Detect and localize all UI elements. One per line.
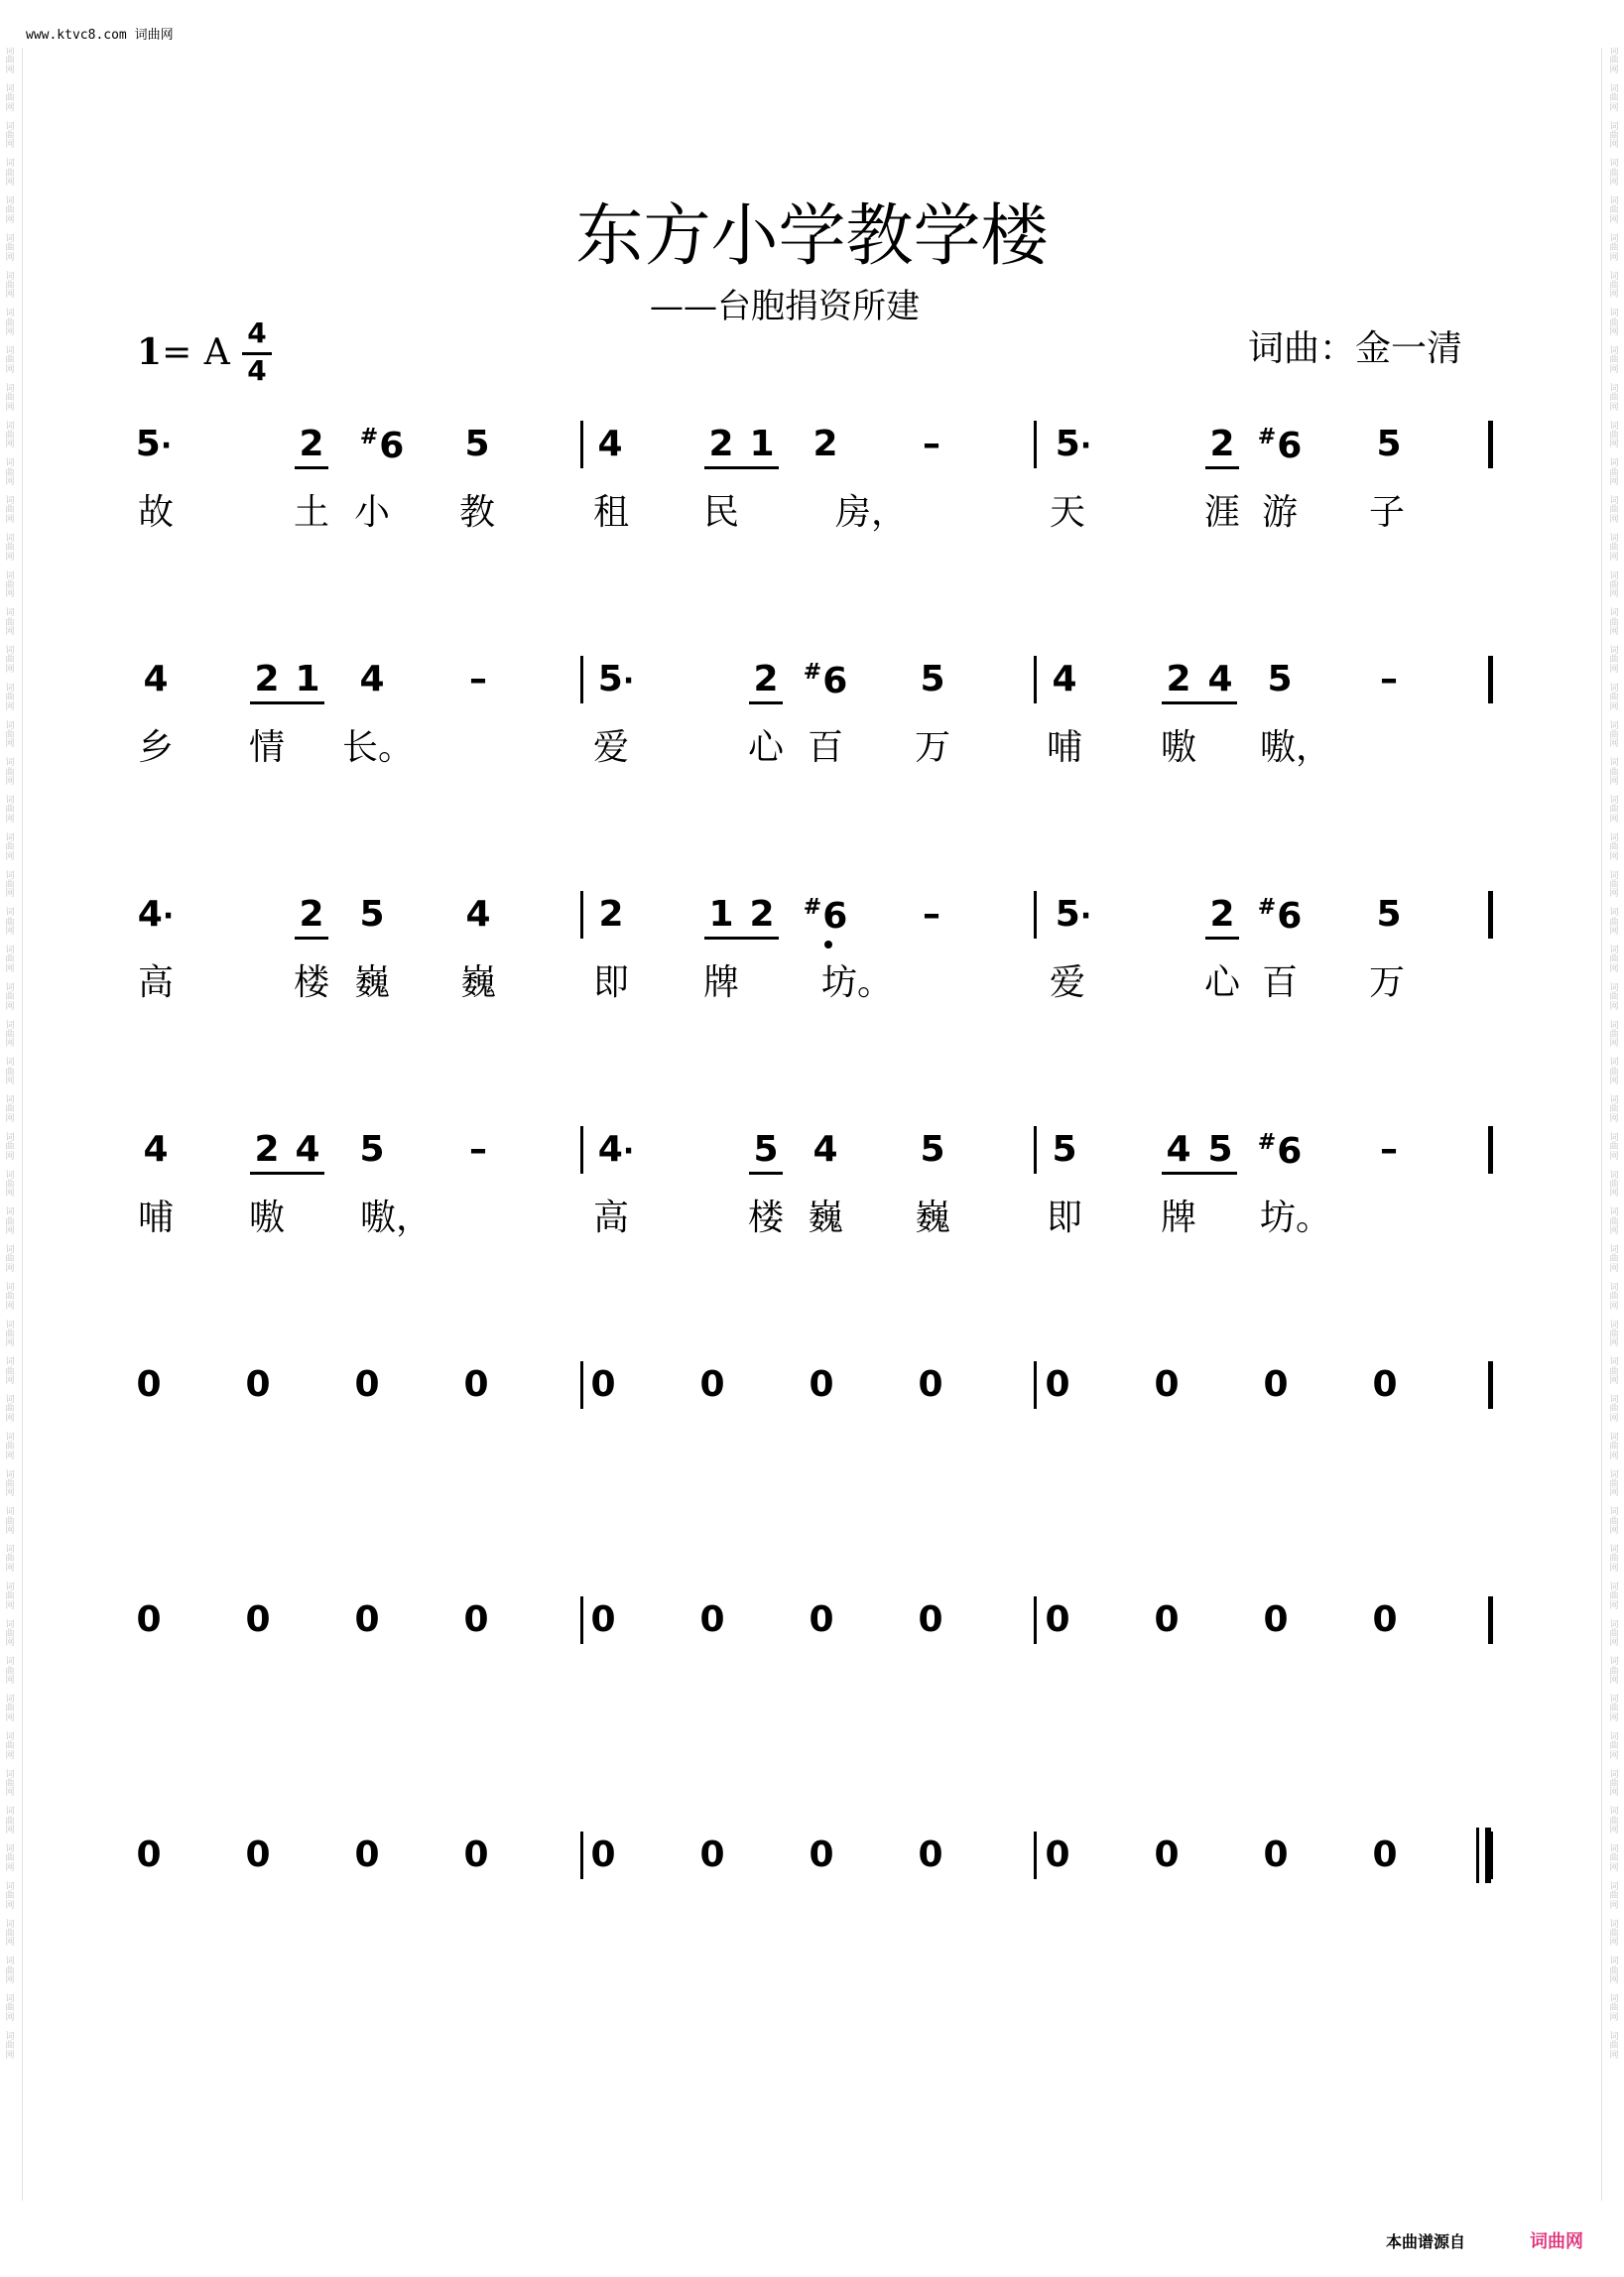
note-digit: 4 bbox=[597, 424, 623, 464]
side-watermark-right: 词 曲 网 词 曲 网 词 曲 网 词 曲 网 词 曲 网 词 曲 网 词 曲 网 词 曲 网 词 曲 网 词 曲 网 词 曲 网 词 曲 网 词 曲 网 词 曲 网 词 曲 网 词 曲 网 词 曲 网 词 曲 网 词 曲 网 词 曲 网 词 曲 网 词 曲 网 词 曲 网 词 曲 网 词 曲 网 词 曲 网 词 曲 网 词 曲 网 词 曲 网 词 曲 网 词 曲 网 词 曲 网 词 曲 网 词 曲 网 词 曲 网 词 曲 网 词 曲 网 词 曲 网 词 曲 网 词 曲 网 词 曲 网 词 曲 网 词 曲 网 词 曲 网 词 曲 网 词 曲 网 词 曲 网 词 曲 网 词 曲 网 词 曲 网 词 曲 网 词 曲 网 词 曲 网 词 曲 网 bbox=[1609, 48, 1619, 2061]
note-digit: 1 bbox=[295, 659, 320, 699]
note bbox=[796, 424, 855, 464]
footer-source-label: 本曲谱源自 bbox=[1386, 2232, 1466, 2251]
lyric-char: 涯 bbox=[1203, 492, 1240, 533]
note bbox=[1190, 1129, 1250, 1170]
note-digit: 1 bbox=[708, 894, 734, 935]
lyric-char: 百 bbox=[807, 727, 843, 768]
barline bbox=[580, 421, 583, 468]
note bbox=[446, 1599, 506, 1640]
sustain-dash bbox=[1359, 1129, 1419, 1170]
note-digit: 6 bbox=[822, 896, 848, 937]
time-signature-numerator: 4 bbox=[242, 319, 272, 355]
underline-beam bbox=[250, 701, 324, 704]
note bbox=[446, 1364, 506, 1405]
note-digit: 4 bbox=[359, 659, 385, 699]
sustain-dash bbox=[902, 894, 961, 935]
note-digit: 2 bbox=[749, 894, 775, 935]
note-digit: 0 bbox=[918, 1364, 943, 1405]
underline-beam bbox=[295, 937, 328, 940]
note-digit: 6 bbox=[379, 426, 405, 466]
sharp-accidental: # bbox=[1257, 1130, 1277, 1155]
barline bbox=[580, 1361, 583, 1409]
note bbox=[732, 894, 792, 935]
note-digit: 4 bbox=[465, 894, 491, 935]
note bbox=[586, 659, 646, 699]
note bbox=[119, 1834, 179, 1875]
barline bbox=[580, 1832, 583, 1879]
note bbox=[228, 1599, 288, 1640]
note bbox=[1250, 897, 1310, 935]
note bbox=[736, 1129, 796, 1170]
note bbox=[1192, 424, 1252, 464]
barline bbox=[580, 1596, 583, 1644]
note bbox=[1137, 1834, 1196, 1875]
note bbox=[1355, 1364, 1415, 1405]
note bbox=[1359, 894, 1419, 935]
augmentation-dot: · bbox=[622, 1134, 635, 1169]
note-digit: 5 bbox=[464, 424, 490, 464]
note-digit: 5 bbox=[1052, 1129, 1077, 1170]
note-digit: 5 bbox=[1376, 424, 1402, 464]
note bbox=[119, 1364, 179, 1405]
barline bbox=[1034, 1126, 1037, 1174]
dash-glyph: – bbox=[1380, 659, 1398, 699]
note-digit: 5 bbox=[920, 1129, 945, 1170]
note bbox=[342, 1129, 402, 1170]
note-digit: 4 bbox=[137, 894, 163, 935]
note bbox=[1250, 659, 1310, 699]
underline-beam bbox=[295, 466, 328, 469]
note bbox=[119, 1599, 179, 1640]
note bbox=[342, 894, 402, 935]
side-border-left bbox=[22, 48, 23, 2201]
note-digit: 2 bbox=[812, 424, 838, 464]
time-signature bbox=[242, 316, 272, 387]
note bbox=[1137, 1599, 1196, 1640]
note-digit: 0 bbox=[699, 1364, 725, 1405]
note bbox=[278, 1129, 337, 1170]
dash-glyph: – bbox=[469, 659, 487, 699]
lyric-char: 教 bbox=[458, 492, 495, 533]
sharp-accidental: # bbox=[359, 425, 379, 449]
note-digit: 0 bbox=[809, 1364, 834, 1405]
note bbox=[1044, 894, 1103, 935]
lyric-char: 土 bbox=[293, 492, 329, 533]
note-digit: 2 bbox=[299, 894, 324, 935]
note bbox=[1246, 1599, 1306, 1640]
note bbox=[1246, 1364, 1306, 1405]
note-digit: 5 bbox=[1207, 1129, 1233, 1170]
note-digit: 0 bbox=[809, 1599, 834, 1640]
lyric-char: 楼 bbox=[747, 1198, 784, 1238]
lyric-char: 租 bbox=[592, 492, 629, 533]
lyric-char: 坊。 bbox=[821, 962, 894, 1003]
lyric-char: 即 bbox=[1046, 1198, 1082, 1238]
lyric-char: 高 bbox=[137, 962, 174, 1003]
note-digit: 2 bbox=[1166, 659, 1191, 699]
footer-brand: 词曲网 bbox=[1530, 2231, 1583, 2252]
sustain-dash bbox=[902, 424, 961, 464]
note bbox=[337, 1364, 397, 1405]
note-digit: 0 bbox=[1045, 1599, 1070, 1640]
note bbox=[1355, 1834, 1415, 1875]
barline bbox=[1488, 1596, 1491, 1644]
note bbox=[448, 894, 508, 935]
lyric-char: 游 bbox=[1261, 492, 1298, 533]
note-digit: 0 bbox=[136, 1834, 162, 1875]
lyric-char: 小 bbox=[353, 492, 390, 533]
note-digit: 5 bbox=[1376, 894, 1402, 935]
lyric-char: 巍 bbox=[353, 962, 390, 1003]
underline-beam bbox=[1162, 701, 1237, 704]
note-digit: 4 bbox=[597, 1129, 623, 1170]
note-digit: 5 bbox=[1267, 659, 1293, 699]
lyric-char: 百 bbox=[1261, 962, 1298, 1003]
underline-beam bbox=[749, 701, 783, 704]
barline bbox=[1488, 421, 1491, 468]
note bbox=[126, 894, 186, 935]
note-digit: 0 bbox=[1372, 1599, 1398, 1640]
note-digit: 0 bbox=[354, 1599, 380, 1640]
dash-glyph: – bbox=[923, 424, 940, 464]
sharp-accidental: # bbox=[1257, 425, 1277, 449]
note-digit: 4 bbox=[1166, 1129, 1191, 1170]
note-digit: 2 bbox=[254, 659, 280, 699]
barline bbox=[1034, 656, 1037, 703]
underline-beam bbox=[704, 466, 779, 469]
barline bbox=[1034, 421, 1037, 468]
note-digit: 2 bbox=[708, 424, 734, 464]
note-digit: 0 bbox=[918, 1834, 943, 1875]
dash-glyph: – bbox=[1380, 1129, 1398, 1170]
note-digit: 6 bbox=[1277, 1131, 1303, 1172]
note-digit: 0 bbox=[354, 1834, 380, 1875]
lyric-char: 民 bbox=[702, 492, 739, 533]
note-digit: 5 bbox=[135, 424, 161, 464]
lyric-char: 嗷， bbox=[360, 1198, 433, 1238]
key-equals: = bbox=[162, 332, 192, 373]
note-digit: 0 bbox=[463, 1834, 489, 1875]
note bbox=[796, 662, 855, 699]
note bbox=[124, 424, 184, 464]
note-digit: 5 bbox=[359, 894, 385, 935]
key-letter: A bbox=[203, 332, 230, 373]
note-digit: 0 bbox=[463, 1364, 489, 1405]
note-digit: 0 bbox=[1263, 1364, 1289, 1405]
note bbox=[683, 1599, 742, 1640]
note-digit: 2 bbox=[1209, 424, 1235, 464]
lyric-char: 嗷 bbox=[248, 1198, 285, 1238]
note bbox=[447, 424, 507, 464]
lyric-char: 坊。 bbox=[1260, 1198, 1332, 1238]
barline bbox=[1488, 891, 1491, 939]
barline bbox=[1034, 891, 1037, 939]
note-digit: 0 bbox=[354, 1364, 380, 1405]
note-digit: 0 bbox=[590, 1834, 616, 1875]
note-digit: 0 bbox=[1045, 1364, 1070, 1405]
note-digit: 4 bbox=[143, 659, 169, 699]
lyric-char: 爱 bbox=[592, 727, 629, 768]
note bbox=[736, 659, 796, 699]
underline-beam bbox=[1205, 937, 1239, 940]
note-digit: 0 bbox=[463, 1599, 489, 1640]
lyric-char: 子 bbox=[1368, 492, 1405, 533]
note bbox=[1137, 1364, 1196, 1405]
lyric-char: 牌 bbox=[1160, 1198, 1196, 1238]
note bbox=[1190, 659, 1250, 699]
barline bbox=[1488, 1126, 1491, 1174]
note bbox=[1192, 894, 1252, 935]
lyric-char: 嗷 bbox=[1160, 727, 1196, 768]
note bbox=[586, 1129, 646, 1170]
note bbox=[1355, 1599, 1415, 1640]
note-digit: 4 bbox=[1052, 659, 1077, 699]
lyric-char: 高 bbox=[592, 1198, 629, 1238]
lyric-char: 爱 bbox=[1049, 962, 1085, 1003]
note-digit: 2 bbox=[598, 894, 624, 935]
augmentation-dot: · bbox=[622, 664, 635, 698]
note bbox=[901, 1599, 960, 1640]
note-digit: 5 bbox=[359, 1129, 385, 1170]
barline bbox=[1488, 656, 1491, 703]
note-digit: 5 bbox=[753, 1129, 779, 1170]
note bbox=[1359, 424, 1419, 464]
lyric-char: 巍 bbox=[807, 1198, 843, 1238]
dash-glyph: – bbox=[923, 894, 940, 935]
lyric-char: 万 bbox=[1368, 962, 1405, 1003]
note-digit: 0 bbox=[699, 1834, 725, 1875]
underline-beam bbox=[704, 937, 779, 940]
note-digit: 5 bbox=[1055, 424, 1080, 464]
note bbox=[282, 894, 341, 935]
song-subtitle: ——台胞捐资所建 bbox=[650, 287, 920, 326]
note-digit: 2 bbox=[1209, 894, 1235, 935]
note-digit: 0 bbox=[590, 1364, 616, 1405]
note-digit: 0 bbox=[245, 1364, 271, 1405]
note bbox=[337, 1599, 397, 1640]
lyric-char: 天 bbox=[1049, 492, 1085, 533]
side-watermark-left: 词 曲 网 词 曲 网 词 曲 网 词 曲 网 词 曲 网 词 曲 网 词 曲 网 词 曲 网 词 曲 网 词 曲 网 词 曲 网 词 曲 网 词 曲 网 词 曲 网 词 曲 网 词 曲 网 词 曲 网 词 曲 网 词 曲 网 词 曲 网 词 曲 网 词 曲 网 词 曲 网 词 曲 网 词 曲 网 词 曲 网 词 曲 网 词 曲 网 词 曲 网 词 曲 网 词 曲 网 词 曲 网 词 曲 网 词 曲 网 词 曲 网 词 曲 网 词 曲 网 词 曲 网 词 曲 网 词 曲 网 词 曲 网 词 曲 网 词 曲 网 词 曲 网 词 曲 网 词 曲 网 词 曲 网 词 曲 网 词 曲 网 词 曲 网 词 曲 网 词 曲 网 词 曲 网 词 曲 网 bbox=[5, 48, 15, 2061]
note-digit: 6 bbox=[822, 661, 848, 701]
barline bbox=[580, 1126, 583, 1174]
note-digit: 5 bbox=[920, 659, 945, 699]
note bbox=[580, 424, 640, 464]
dash-glyph: – bbox=[469, 1129, 487, 1170]
note-digit: 4 bbox=[295, 1129, 320, 1170]
key-tonic-number: 1 bbox=[137, 331, 163, 373]
note bbox=[342, 659, 402, 699]
final-barline bbox=[1476, 1828, 1491, 1883]
augmentation-dot: · bbox=[1079, 429, 1092, 463]
note bbox=[228, 1834, 288, 1875]
note bbox=[278, 659, 337, 699]
note-digit: 0 bbox=[1154, 1364, 1180, 1405]
note bbox=[1246, 1834, 1306, 1875]
note bbox=[1250, 427, 1310, 464]
note bbox=[126, 659, 186, 699]
note bbox=[901, 1834, 960, 1875]
barline bbox=[1034, 1361, 1037, 1409]
barline bbox=[580, 891, 583, 939]
note-digit: 0 bbox=[918, 1599, 943, 1640]
low-octave-dot bbox=[824, 941, 832, 949]
note-digit: 0 bbox=[1263, 1834, 1289, 1875]
note bbox=[1028, 1364, 1087, 1405]
note bbox=[1035, 1129, 1094, 1170]
note bbox=[228, 1364, 288, 1405]
lyric-char: 嗷， bbox=[1260, 727, 1332, 768]
note-digit: 2 bbox=[299, 424, 324, 464]
lyric-char: 哺 bbox=[137, 1198, 174, 1238]
note-digit: 0 bbox=[699, 1599, 725, 1640]
note bbox=[792, 1364, 851, 1405]
note bbox=[126, 1129, 186, 1170]
sustain-dash bbox=[1359, 659, 1419, 699]
lyric-char: 故 bbox=[137, 492, 174, 533]
note bbox=[792, 1834, 851, 1875]
note bbox=[352, 427, 412, 464]
lyric-char: 乡 bbox=[137, 727, 174, 768]
note bbox=[1035, 659, 1094, 699]
lyric-char: 巍 bbox=[914, 1198, 950, 1238]
note-digit: 0 bbox=[245, 1834, 271, 1875]
note bbox=[903, 659, 962, 699]
sharp-accidental: # bbox=[1257, 895, 1277, 920]
lyric-char: 情 bbox=[248, 727, 285, 768]
note-digit: 4 bbox=[812, 1129, 838, 1170]
key-signature bbox=[137, 331, 230, 373]
note bbox=[683, 1364, 742, 1405]
underline-beam bbox=[1205, 466, 1239, 469]
sustain-dash bbox=[448, 1129, 508, 1170]
note bbox=[1250, 1132, 1310, 1170]
site-url: www.ktvc8.com 词曲网 bbox=[26, 28, 174, 43]
note-digit: 0 bbox=[136, 1364, 162, 1405]
note bbox=[792, 1599, 851, 1640]
barline bbox=[1034, 1832, 1037, 1879]
underline-beam bbox=[250, 1172, 324, 1175]
note bbox=[581, 894, 641, 935]
note-digit: 2 bbox=[254, 1129, 280, 1170]
underline-beam bbox=[749, 1172, 783, 1175]
note-digit: 4 bbox=[143, 1129, 169, 1170]
sustain-dash bbox=[448, 659, 508, 699]
augmentation-dot: · bbox=[1079, 899, 1092, 934]
note-digit: 0 bbox=[1263, 1599, 1289, 1640]
side-border-right bbox=[1601, 48, 1602, 2201]
lyric-char: 房， bbox=[835, 492, 908, 533]
note-digit: 1 bbox=[749, 424, 775, 464]
note-digit: 5 bbox=[1055, 894, 1080, 935]
note-digit: 0 bbox=[809, 1834, 834, 1875]
note-digit: 0 bbox=[590, 1599, 616, 1640]
note bbox=[901, 1364, 960, 1405]
sharp-accidental: # bbox=[803, 660, 822, 685]
note-digit: 4 bbox=[1207, 659, 1233, 699]
note-digit: 0 bbox=[1154, 1834, 1180, 1875]
sharp-accidental: # bbox=[803, 895, 822, 920]
song-title: 东方小学教学楼 bbox=[575, 197, 1049, 276]
note bbox=[282, 424, 341, 464]
note-digit: 0 bbox=[1372, 1834, 1398, 1875]
note bbox=[732, 424, 792, 464]
lyric-char: 心 bbox=[1203, 962, 1240, 1003]
barline bbox=[1488, 1361, 1491, 1409]
lyric-char: 即 bbox=[592, 962, 629, 1003]
note bbox=[337, 1834, 397, 1875]
note-digit: 0 bbox=[136, 1599, 162, 1640]
note-digit: 0 bbox=[1045, 1834, 1070, 1875]
augmentation-dot: · bbox=[162, 899, 175, 934]
note-digit: 0 bbox=[245, 1599, 271, 1640]
lyric-char: 哺 bbox=[1046, 727, 1082, 768]
note-digit: 6 bbox=[1277, 426, 1303, 466]
lyric-char: 心 bbox=[747, 727, 784, 768]
note bbox=[1028, 1599, 1087, 1640]
note bbox=[903, 1129, 962, 1170]
lyric-char: 牌 bbox=[702, 962, 739, 1003]
note-digit: 0 bbox=[1154, 1599, 1180, 1640]
note bbox=[796, 1129, 855, 1170]
note bbox=[796, 897, 855, 935]
time-signature-denominator: 4 bbox=[247, 354, 267, 387]
note bbox=[1044, 424, 1103, 464]
credits: 词曲：金一清 bbox=[1248, 328, 1463, 369]
note-digit: 0 bbox=[1372, 1364, 1398, 1405]
note-digit: 5 bbox=[597, 659, 623, 699]
note bbox=[446, 1834, 506, 1875]
note-digit: 6 bbox=[1277, 896, 1303, 937]
lyric-char: 长。 bbox=[342, 727, 415, 768]
lyric-char: 巍 bbox=[459, 962, 496, 1003]
barline bbox=[580, 656, 583, 703]
note bbox=[1028, 1834, 1087, 1875]
augmentation-dot: · bbox=[160, 429, 173, 463]
underline-beam bbox=[1162, 1172, 1237, 1175]
note-digit: 2 bbox=[753, 659, 779, 699]
lyric-char: 万 bbox=[914, 727, 950, 768]
note bbox=[683, 1834, 742, 1875]
barline bbox=[1034, 1596, 1037, 1644]
lyric-char: 楼 bbox=[293, 962, 329, 1003]
